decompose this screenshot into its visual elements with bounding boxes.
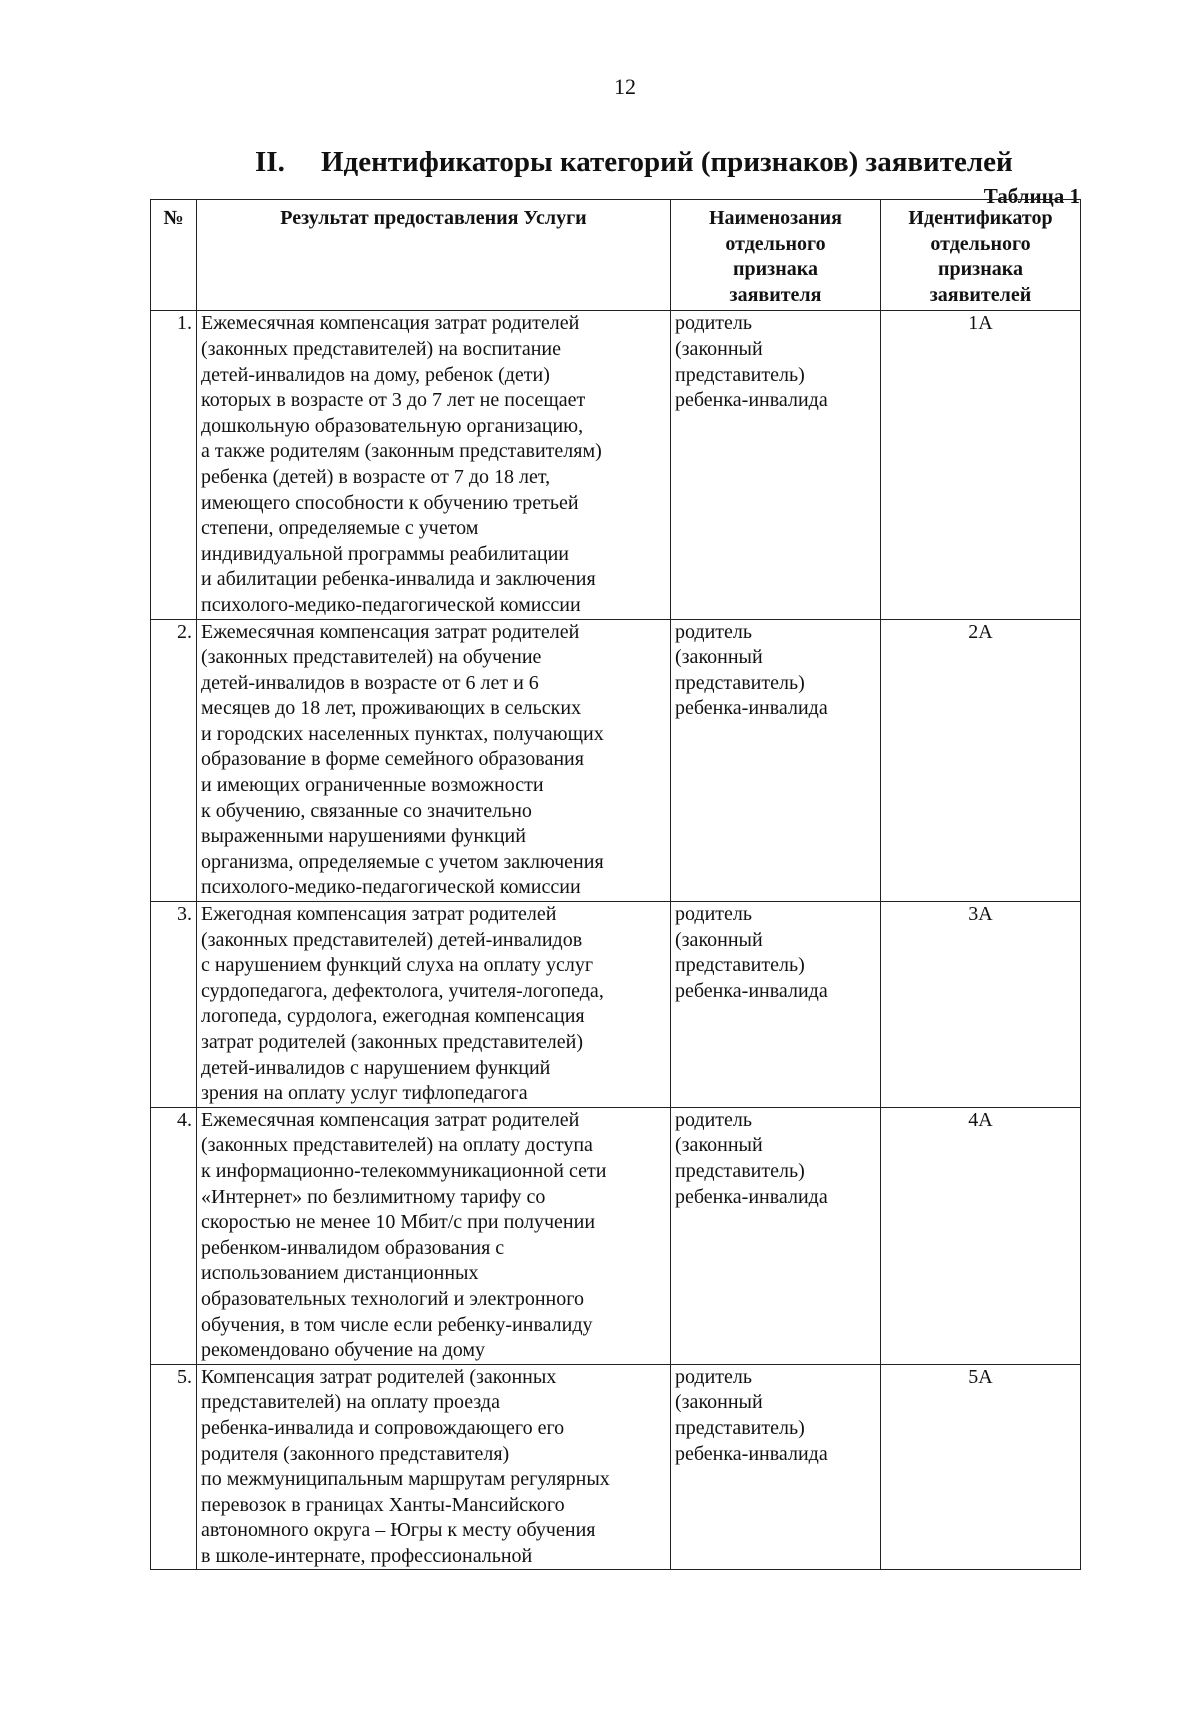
section-roman-numeral: II. <box>255 146 285 178</box>
result-line: детей-инвалидов на дому, ребенок (дети) <box>201 363 550 386</box>
row-result <box>197 619 671 902</box>
result-line: ребенком-инвалидом образования с <box>201 1236 505 1259</box>
row-number: 5. <box>151 1364 197 1570</box>
criterion-line: родитель <box>675 1108 753 1131</box>
row-criterion <box>671 1107 881 1364</box>
result-line: (законных представителей) на обучение <box>201 646 542 669</box>
row-number: 4. <box>151 1107 197 1364</box>
criterion-line: представитель) <box>675 954 805 977</box>
result-line: Ежемесячная компенсация затрат родителей <box>201 1108 580 1131</box>
result-line: психолого-медико-педагогической комиссии <box>201 876 581 899</box>
header-criterion <box>671 200 881 311</box>
identifiers-table <box>150 199 1081 1570</box>
criterion-line: (законный <box>675 646 763 669</box>
result-line: затрат родителей (законных представителей) <box>201 1031 584 1053</box>
row-result <box>197 902 671 1108</box>
result-line: месяцев до 18 лет, проживающих в сельских <box>201 697 582 720</box>
header-line: отдельного <box>930 232 1031 255</box>
result-line: использованием дистанционных <box>201 1262 479 1285</box>
section-title <box>255 146 1013 179</box>
result-line: которых в возрасте от 3 до 7 лет не посещает <box>201 389 586 412</box>
row-result <box>197 311 671 619</box>
row-identifier: 5А <box>881 1364 1081 1570</box>
result-line: индивидуальной программы реабилитации <box>201 542 569 565</box>
result-line: детей-инвалидов в возрасте от 6 лет и 6 <box>201 671 539 694</box>
criterion-line: (законный <box>675 1134 763 1157</box>
result-line: в школе-интернате, профессиональной <box>201 1544 533 1567</box>
table-row <box>151 902 1081 1108</box>
row-identifier: 2А <box>881 619 1081 902</box>
result-line: родителя (законного представителя) <box>201 1442 510 1465</box>
result-line: представителей) на оплату проезда <box>201 1391 500 1414</box>
row-criterion <box>671 311 881 619</box>
criterion-line: представитель) <box>675 1416 805 1439</box>
header-num: № <box>151 200 197 311</box>
table-row <box>151 619 1081 902</box>
result-line: «Интернет» по безлимитному тарифу со <box>201 1185 546 1208</box>
table-row <box>151 311 1081 619</box>
table-caption: Таблица 1 <box>983 184 1080 208</box>
section-title-text: Идентификаторы категорий (признаков) заявителей <box>321 146 1013 178</box>
header-line: отдельного <box>725 232 826 255</box>
result-line: (законных представителей) на оплату доступа <box>201 1134 593 1157</box>
criterion-line: представитель) <box>675 671 805 694</box>
criterion-line: ребенка-инвалида <box>675 1185 828 1208</box>
header-line: признака <box>733 258 818 281</box>
result-line: выраженными нарушениями функций <box>201 825 526 848</box>
result-line: с нарушением функций слуха на оплату услуг <box>201 954 594 977</box>
result-line: зрения на оплату услуг тифлопедагога <box>201 1082 528 1105</box>
result-line: детей-инвалидов с нарушением функций <box>201 1056 551 1079</box>
result-line: и абилитации ребенка-инвалида и заключения <box>201 568 596 591</box>
row-identifier: 4А <box>881 1107 1081 1364</box>
result-line: (законных представителей) на воспитание <box>201 337 562 360</box>
row-number: 2. <box>151 619 197 902</box>
criterion-line: ребенка-инвалида <box>675 697 828 720</box>
row-identifier: 1А <box>881 311 1081 619</box>
table-row <box>151 1364 1081 1570</box>
result-line: ребенка (детей) в возрасте от 7 до 18 лет, <box>201 465 551 488</box>
header-identifier <box>881 200 1081 311</box>
row-number: 1. <box>151 311 197 619</box>
result-line: сурдопедагога, дефектолога, учителя-логопеда, <box>201 979 604 1002</box>
result-line: (законных представителей) детей-инвалидов <box>201 928 583 951</box>
result-line: дошкольную образовательную организацию, <box>201 414 584 437</box>
criterion-line: родитель <box>675 312 753 335</box>
criterion-line: представитель) <box>675 363 805 386</box>
result-line: организма, определяемые с учетом заключения <box>201 850 604 873</box>
result-line: автономного округа – Югры к месту обучения <box>201 1519 596 1542</box>
result-line: рекомендовано обучение на дому <box>201 1339 486 1362</box>
row-criterion <box>671 902 881 1108</box>
result-line: перевозок в границах Ханты-Мансийского <box>201 1493 565 1516</box>
criterion-line: ребенка-инвалида <box>675 1442 828 1465</box>
header-line: Наименозания <box>708 207 842 229</box>
row-criterion <box>671 1364 881 1570</box>
row-result <box>197 1107 671 1364</box>
result-line: Ежегодная компенсация затрат родителей <box>201 903 557 926</box>
criterion-line: представитель) <box>675 1159 805 1182</box>
header-line: признака <box>938 258 1023 281</box>
header-result: Результат предоставления Услуги <box>197 200 671 311</box>
result-line: к обучению, связанные со значительно <box>201 799 532 822</box>
result-line: и городских населенных пунктах, получающих <box>201 722 604 745</box>
result-line: психолого-медико-педагогической комиссии <box>201 593 581 616</box>
result-line: и имеющих ограниченные возможности <box>201 774 544 797</box>
criterion-line: родитель <box>675 1365 753 1388</box>
result-line: образование в форме семейного образования <box>201 748 584 771</box>
result-line: обучения, в том числе если ребенку-инвалиду <box>201 1313 593 1336</box>
criterion-line: ребенка-инвалида <box>675 389 828 412</box>
result-line: скоростью не менее 10 Мбит/с при получении <box>201 1211 596 1234</box>
page-number: 12 <box>614 74 636 99</box>
row-identifier: 3А <box>881 902 1081 1108</box>
row-result <box>197 1364 671 1570</box>
result-line: степени, определяемые с учетом <box>201 517 479 540</box>
result-line: а также родителям (законным представителям) <box>201 440 602 463</box>
result-line: Компенсация затрат родителей (законных <box>201 1365 557 1388</box>
table-body <box>151 311 1081 1570</box>
result-line: по межмуниципальным маршрутам регулярных <box>201 1468 610 1491</box>
criterion-line: родитель <box>675 620 753 643</box>
row-number: 3. <box>151 902 197 1108</box>
header-line: заявителя <box>729 283 822 306</box>
table-row <box>151 1107 1081 1364</box>
result-line: ребенка-инвалида и сопровождающего его <box>201 1416 565 1439</box>
criterion-line: (законный <box>675 337 763 360</box>
row-criterion <box>671 619 881 902</box>
result-line: Ежемесячная компенсация затрат родителей <box>201 312 580 335</box>
header-line: Идентификатор <box>908 207 1053 229</box>
criterion-line: (законный <box>675 1391 763 1414</box>
result-line: к информационно-телекоммуникационной сети <box>201 1159 607 1182</box>
result-line: логопеда, сурдолога, ежегодная компенсация <box>201 1005 585 1028</box>
result-line: образовательных технологий и электронного <box>201 1287 584 1310</box>
criterion-line: ребенка-инвалида <box>675 979 828 1002</box>
header-line: заявителей <box>929 283 1032 306</box>
table-header-row <box>151 200 1081 311</box>
criterion-line: родитель <box>675 903 753 926</box>
result-line: Ежемесячная компенсация затрат родителей <box>201 620 580 643</box>
criterion-line: (законный <box>675 928 763 951</box>
result-line: имеющего способности к обучению третьей <box>201 491 579 514</box>
